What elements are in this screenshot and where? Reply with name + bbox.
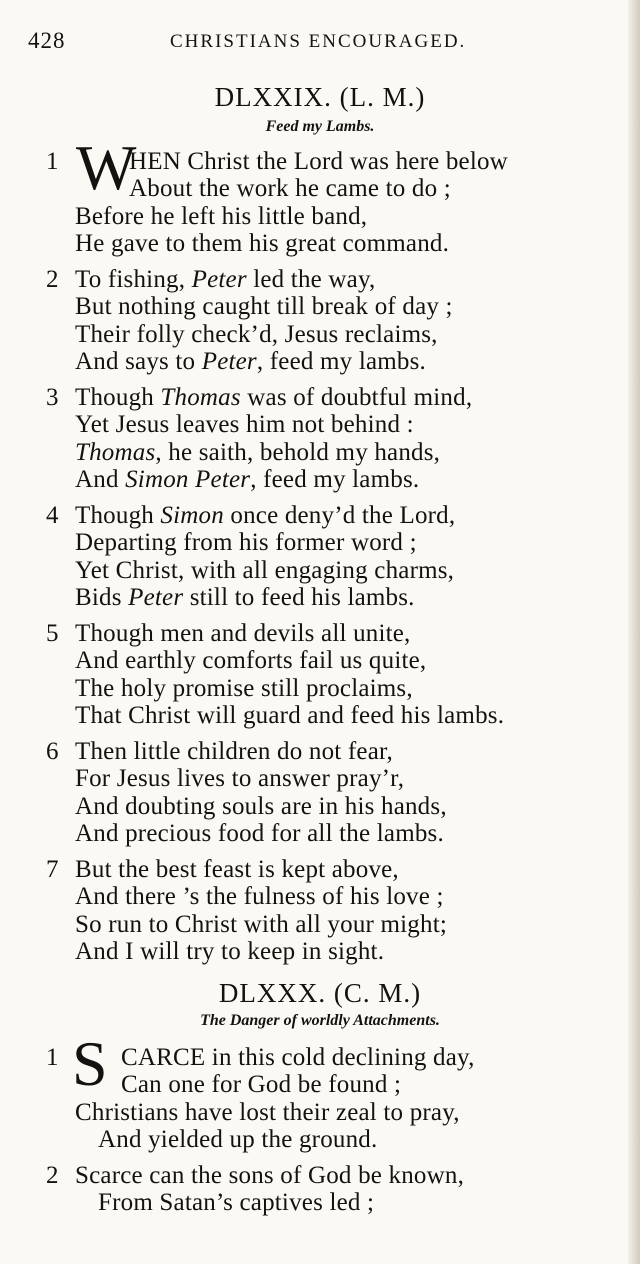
- italic-name: Thomas: [75, 438, 156, 466]
- verse-line: [75, 820, 444, 848]
- verse-line: [75, 266, 375, 294]
- verse-number: 3: [46, 384, 59, 411]
- line-text: still to feed his lambs.: [183, 583, 415, 611]
- line-text: So run to Christ with all your might;: [75, 910, 447, 938]
- italic-name: Thomas: [160, 384, 241, 411]
- line-text: Then little children do not fear,: [75, 738, 393, 765]
- verse-line: [75, 675, 413, 703]
- line-text: And doubting souls are in his hands,: [75, 792, 447, 820]
- verse-line: [98, 1189, 374, 1217]
- line-text: Bids: [75, 583, 129, 611]
- verse-number: 2: [46, 266, 59, 293]
- line-text: was of doubtful mind,: [240, 384, 473, 411]
- line-text: CARCE in this cold declining day,: [121, 1044, 475, 1071]
- hymn-title: DLXXX. (C. M.): [218, 978, 422, 1008]
- line-text: For Jesus lives to answer pray’r,: [75, 765, 405, 793]
- page-edge-shadow: [628, 0, 640, 1264]
- line-text: Yet Christ, with all engaging charms,: [75, 556, 455, 584]
- verse-number: 6: [46, 738, 59, 765]
- verse-line: [75, 793, 447, 821]
- verse-line: [121, 1071, 401, 1099]
- verse-line: [75, 584, 415, 612]
- line-text: The holy promise still proclaims,: [75, 674, 413, 702]
- verse-line: [75, 1162, 464, 1190]
- verse-line: [75, 230, 449, 258]
- line-text: That Christ will guard and feed his lambs.: [75, 701, 505, 729]
- line-text: To fishing,: [75, 266, 192, 293]
- verse-line: [75, 938, 384, 966]
- line-text: , he saith, behold my hands,: [155, 438, 441, 466]
- verse-line: [75, 411, 414, 439]
- verse-number: 1: [46, 148, 59, 175]
- line-text: HEN Christ the Lord was here below: [129, 148, 508, 175]
- line-text: And: [75, 465, 126, 493]
- line-text: But nothing caught till break of day ;: [75, 293, 453, 321]
- verse-line: [75, 765, 404, 793]
- verse-line: [121, 1044, 475, 1072]
- verse-number: 5: [46, 620, 59, 647]
- italic-name: Peter: [201, 347, 257, 375]
- page-number: 428: [28, 28, 66, 53]
- verse-line: [75, 203, 367, 231]
- line-text: About the work he came to do ;: [129, 175, 451, 203]
- running-header: [28, 28, 606, 58]
- hymn-subtitle: Feed my Lambs.: [265, 118, 375, 135]
- running-head-title: CHRISTIANS ENCOURAGED.: [170, 31, 467, 52]
- hymn-title: DLXXIX. (L. M.): [214, 82, 426, 112]
- line-text: But the best feast is kept above,: [75, 856, 399, 883]
- verse-line: [75, 557, 454, 585]
- verse-line: [75, 620, 411, 648]
- italic-name: Peter: [128, 583, 184, 611]
- verse-line: [75, 529, 417, 557]
- line-text: , feed my lambs.: [250, 465, 420, 493]
- verse-line: [75, 738, 393, 766]
- line-text: From Satan’s captives led ;: [98, 1189, 375, 1217]
- line-text: And earthly comforts fail us quite,: [75, 647, 427, 675]
- verse-line: [75, 321, 438, 349]
- line-text: Before he left his little band,: [75, 202, 368, 230]
- verse-line: [75, 466, 419, 494]
- drop-cap-initial: W: [76, 132, 137, 203]
- verse-line: [75, 293, 453, 321]
- line-text: Departing from his former word ;: [75, 529, 417, 557]
- line-text: once deny’d the Lord,: [223, 502, 456, 529]
- verse-line: [75, 647, 426, 675]
- verse-line: [98, 1126, 377, 1154]
- verse-number: 2: [46, 1162, 59, 1189]
- line-text: Though: [75, 502, 161, 529]
- italic-name: Simon: [160, 502, 224, 529]
- verse-number: 1: [46, 1044, 59, 1071]
- verse-line: [75, 384, 472, 412]
- line-text: Yet Jesus leaves him not behind :: [75, 411, 414, 439]
- verse-line: [75, 883, 444, 911]
- line-text: Their folly check’d, Jesus reclaims,: [75, 320, 438, 348]
- line-text: Scarce can the sons of God be known,: [75, 1162, 465, 1189]
- line-text: Christians have lost their zeal to pray,: [75, 1098, 460, 1126]
- verse-line: [129, 175, 451, 203]
- verse-line: [129, 148, 508, 176]
- line-text: And there ’s the fulness of his love ;: [75, 883, 444, 911]
- verse-line: [75, 856, 399, 884]
- verse-line: [75, 439, 440, 467]
- line-text: And yielded up the ground.: [98, 1125, 378, 1153]
- verse-line: [75, 1099, 460, 1127]
- line-text: And says to: [75, 347, 202, 375]
- verse-line: [75, 702, 504, 730]
- verse-number: 7: [46, 856, 59, 883]
- verse-line: [75, 348, 426, 376]
- line-text: Can one for God be found ;: [121, 1071, 402, 1099]
- line-text: led the way,: [246, 266, 376, 293]
- italic-name: Peter: [191, 266, 247, 293]
- line-text: And precious food for all the lambs.: [75, 819, 444, 847]
- italic-name: Simon Peter: [125, 465, 251, 493]
- line-text: Though men and devils all unite,: [75, 620, 411, 647]
- hymn-subtitle: The Danger of worldly Attachments.: [200, 1012, 440, 1029]
- line-text: Though: [75, 384, 161, 411]
- line-text: And I will try to keep in sight.: [75, 937, 385, 965]
- drop-cap-initial: S: [72, 1028, 108, 1099]
- verse-line: [75, 911, 447, 939]
- line-text: He gave to them his great command.: [75, 229, 450, 257]
- verse-number: 4: [46, 502, 59, 529]
- verse-line: [75, 502, 455, 530]
- line-text: , feed my lambs.: [256, 347, 426, 375]
